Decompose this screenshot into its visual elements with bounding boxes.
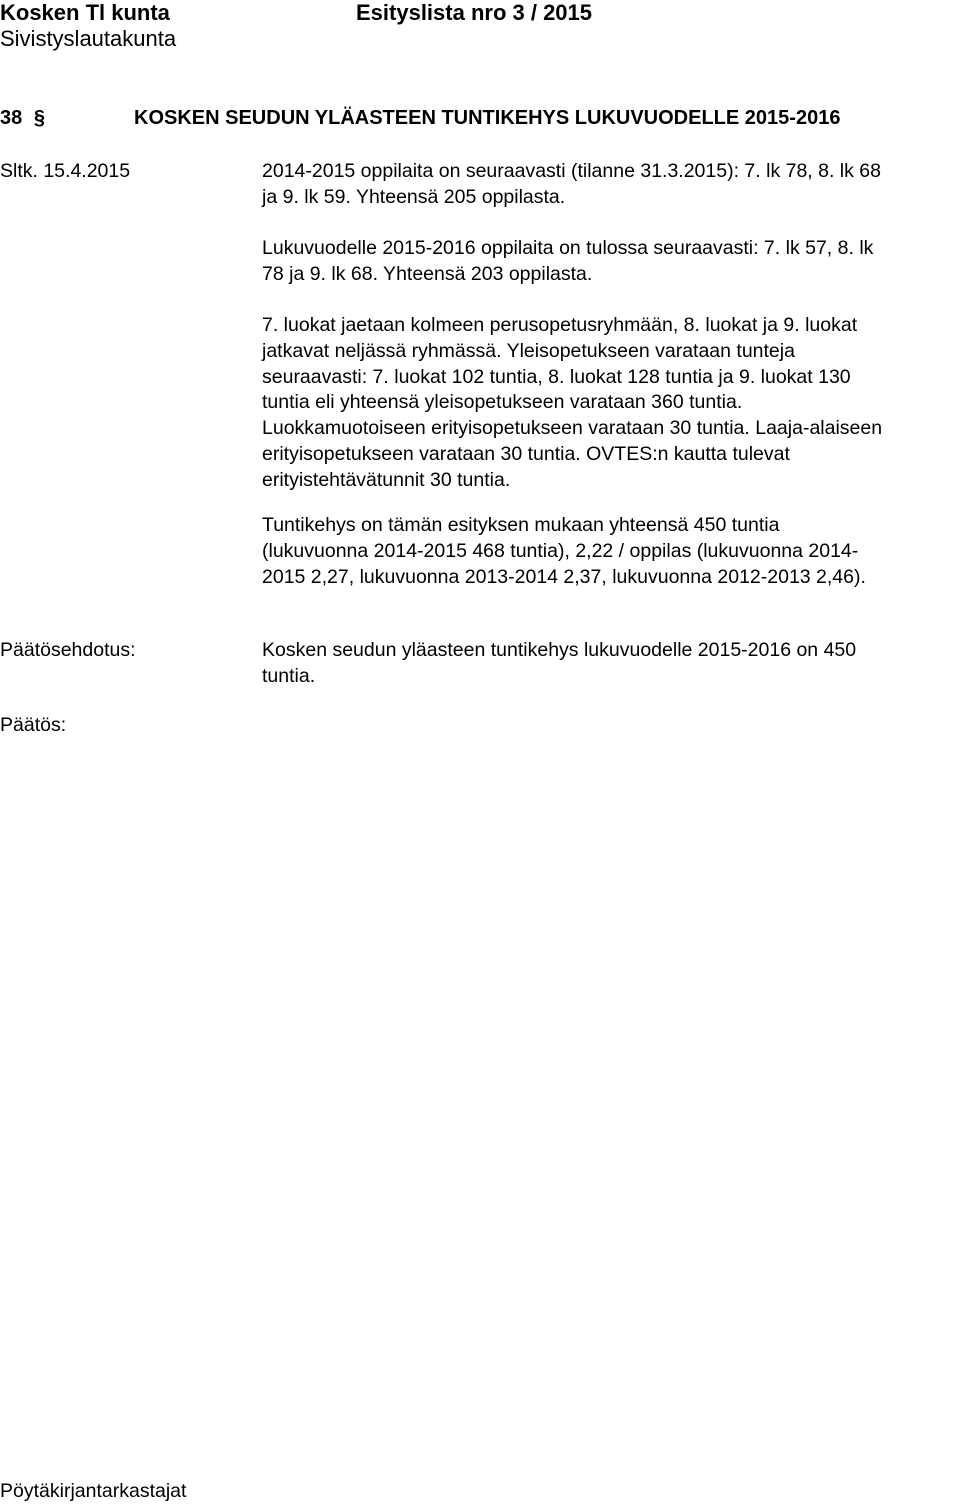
paragraph-line: tuntia eli yhteensä yleisopetukseen varataan 360 tuntia. [262, 391, 743, 414]
proposal-line: tuntia. [262, 664, 316, 687]
decision-label: Päätös: [0, 714, 67, 736]
paragraph-line: 2014-2015 oppilaita on seuraavasti (tilanne 31.3.2015): 7. lk 78, 8. lk 68 [262, 160, 882, 182]
paragraph-line: Luokkamuotoiseen erityisopetukseen varataan 30 tuntia. Laaja-alaiseen [262, 417, 883, 440]
paragraph-line: seuraavasti: 7. luokat 102 tuntia, 8. luokat 128 tuntia ja 9. luokat 130 [262, 365, 851, 388]
paragraph-line: jatkavat neljässä ryhmässä. Yleisopetukseen varataan tunteja [262, 339, 795, 362]
signatures-label: Pöytäkirjantarkastajat [0, 1480, 187, 1502]
proposal-line: Kosken seudun yläasteen tuntikehys lukuvuodelle 2015-2016 on 450 [262, 639, 857, 661]
paragraph-students-2015 [262, 236, 960, 288]
paragraph-line: 78 ja 9. lk 68. Yhteensä 203 oppilasta. [262, 262, 593, 285]
paragraph-line: (lukuvuonna 2014-2015 468 tuntia), 2,22 / oppilas (lukuvuonna 2014- [262, 539, 859, 562]
item-title: KOSKEN SEUDUN YLÄASTEEN TUNTIKEHYS LUKUVUODELLE 2015-2016 [134, 107, 841, 129]
section-sign: § [33, 107, 45, 129]
paragraph-line: Lukuvuodelle 2015-2016 oppilaita on tulossa seuraavasti: 7. lk 57, 8. lk [262, 237, 874, 259]
municipality-name: Kosken Tl kunta [0, 0, 170, 25]
paragraph-line: erityisopetukseen varataan 30 tuntia. OVTES:n kautta tulevat [262, 442, 790, 465]
paragraph-line: 7. luokat jaetaan kolmeen perusopetusryhmään, 8. luokat ja 9. luokat [262, 314, 858, 336]
agenda-number: Esityslista nro 3 / 2015 [356, 0, 593, 25]
item-number: 38 [0, 107, 23, 129]
paragraph-line: erityistehtävätunnit 30 tuntia. [262, 468, 511, 491]
proposal-text [262, 638, 960, 690]
proposal-label: Päätösehdotus: [0, 639, 136, 661]
committee-name: Sivistyslautakunta [0, 26, 177, 51]
paragraph-group-allocation [262, 313, 960, 494]
item-heading [0, 107, 45, 130]
paragraph-line: 2015 2,27, lukuvuonna 2013-2014 2,37, lukuvuonna 2012-2013 2,46). [262, 565, 866, 588]
paragraph-students-2014 [262, 159, 960, 211]
paragraph-total-hours [262, 513, 960, 590]
paragraph-line: ja 9. lk 59. Yhteensä 205 oppilasta. [262, 185, 566, 208]
paragraph-line: Tuntikehys on tämän esityksen mukaan yhteensä 450 tuntia [262, 514, 780, 536]
meeting-reference: Sltk. 15.4.2015 [0, 160, 131, 182]
